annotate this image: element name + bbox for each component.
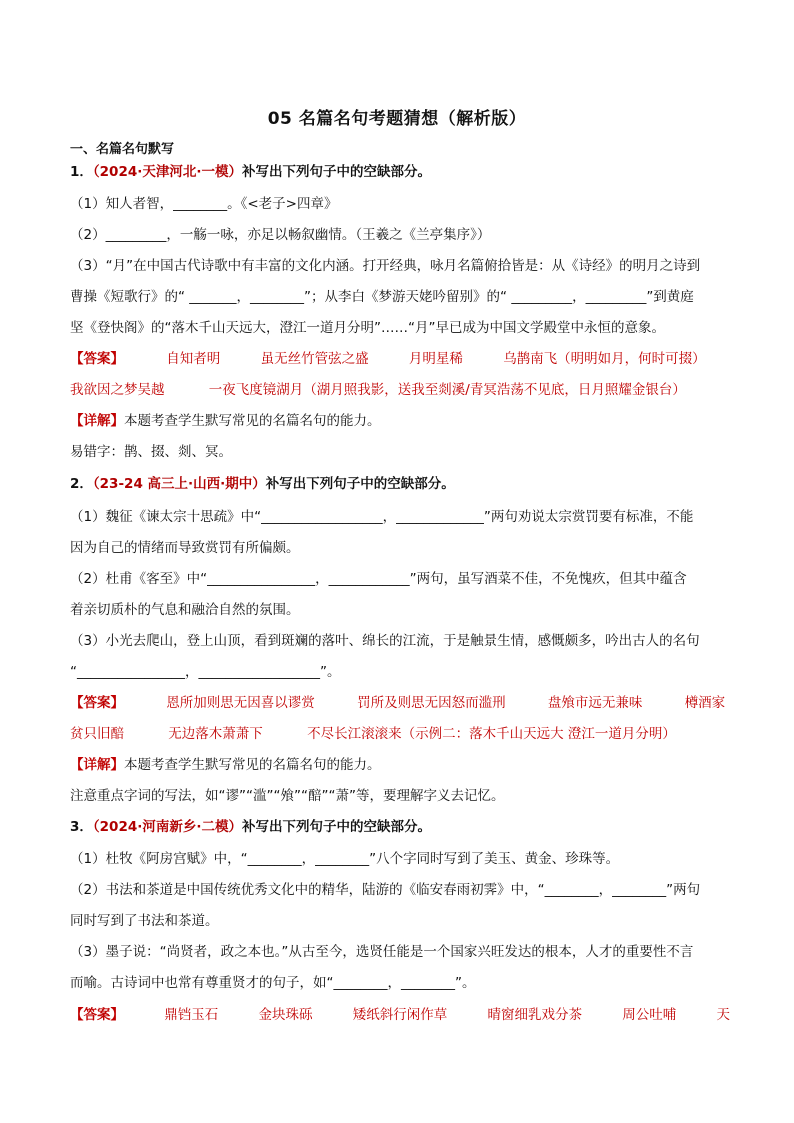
q1-detail	[70, 411, 730, 431]
answer-label: 【答案】	[70, 351, 124, 367]
question-3-header	[70, 817, 730, 837]
answer-item: 乌鹊南飞（明明如月，何时可掇）	[503, 351, 706, 367]
detail-text: 本题考查学生默写常见的名篇名句的能力。	[124, 413, 381, 429]
q2-item-3-line-1: （3）小光去爬山，登上山顶，看到斑斓的落叶、绵长的江流，于是触景生情，感慨颇多，吟出古人的名句	[70, 633, 700, 649]
answer-item: 不尽长江滚滚来（示例二：落木千山天远大 澄江一道月分明）	[307, 726, 676, 742]
q2-answer-row-1	[70, 693, 730, 713]
answer-item: 月明星稀	[408, 351, 463, 367]
q1-answer-row-2	[70, 380, 730, 400]
question-2-header	[70, 474, 730, 494]
answer-item: 周公吐哺	[622, 1007, 677, 1023]
answer-item: 无边落木萧萧下	[168, 726, 263, 742]
question-source: （2024·天津河北·一模）	[92, 164, 242, 180]
question-number: 1．	[70, 164, 93, 180]
question-source: （2024·河南新乡·二模）	[92, 819, 242, 835]
question-prompt: 补写出下列句子中的空缺部分。	[242, 819, 431, 835]
answer-item: 贫只旧醅	[70, 726, 124, 742]
q2-detail	[70, 755, 730, 775]
q1-item-3-line-3: 坚《登快阁》的“落木千山天远大，澄江一道月分明”……“月”早已成为中国文学殿堂中永恒的意象。	[70, 320, 665, 336]
q1-item-1: （1）知人者智，________。《<老子>四章》	[70, 196, 338, 212]
q1-item-3-line-1: （3）“月”在中国古代诗歌中有丰富的文化内涵。打开经典，咏月名篇俯拾皆是：从《诗经》的明月之诗到	[70, 258, 701, 274]
q2-item-1-line-2: 因为自己的情绪而导致赏罚有所偏颇。	[70, 540, 300, 556]
q3-item-3-line-1: （3）墨子说：“尚贤者，政之本也。”从古至今，选贤任能是一个国家兴旺发达的根本，人才的重要性不言	[70, 944, 694, 960]
q2-answer-row-2	[70, 724, 730, 744]
section-heading: 一、名篇名句默写	[70, 142, 175, 157]
question-number: 3．	[70, 819, 93, 835]
answer-item: 樽酒家	[684, 695, 726, 711]
q3-item-2-line-1: （2）书法和茶道是中国传统优秀文化中的精华，陆游的《临安春雨初霁》中，“________，________”两句	[70, 882, 701, 898]
question-number: 2．	[70, 476, 93, 492]
detail-label: 【详解】	[70, 413, 124, 429]
answer-item: 晴窗细乳戏分茶	[487, 1007, 582, 1023]
answer-item: 鼎铛玉石	[164, 1007, 219, 1023]
answer-item: 罚所及则思无因怒而滥刑	[357, 695, 506, 711]
q1-item-3-line-2: 曹操《短歌行》的“ _______，________”；从李白《梦游天姥吟留别》的“ _________，_________”到黄庭	[70, 289, 694, 305]
question-1-header	[70, 162, 730, 182]
answer-item: 金块珠砾	[258, 1007, 313, 1023]
answer-item: 盘飧市远无兼味	[547, 695, 643, 711]
answer-item: 天	[716, 1007, 730, 1023]
question-source: （23-24 高三上·山西·期中）	[92, 476, 266, 492]
answer-item: 我欲因之梦吴越	[70, 382, 165, 398]
answer-item: 恩所加则思无因喜以谬赏	[166, 695, 315, 711]
question-prompt: 补写出下列句子中的空缺部分。	[265, 476, 455, 492]
answer-item: 自知者明	[166, 351, 221, 367]
detail-label: 【详解】	[70, 757, 124, 773]
q1-answer-row-1	[70, 349, 710, 369]
answer-label: 【答案】	[70, 695, 124, 711]
detail-text: 本题考查学生默写常见的名篇名句的能力。	[124, 757, 381, 773]
q2-item-3-line-2: “________________，__________________”。	[70, 664, 341, 680]
answer-item: 一夜飞度镜湖月（湖月照我影，送我至剡溪/青冥浩荡不见底，日月照耀金银台）	[208, 382, 686, 398]
answer-item: 虽无丝竹管弦之盛	[260, 351, 369, 367]
q1-item-2: （2）_________，一觞一咏，亦足以畅叙幽情。（王羲之《兰亭集序》）	[70, 227, 491, 243]
q2-item-1-line-1: （1）魏征《谏太宗十思疏》中“__________________，_____________”两句劝说太宗赏罚要有标准，不能	[70, 509, 694, 525]
q1-note: 易错字：鹊、掇、剡、冥。	[70, 444, 232, 460]
question-prompt: 补写出下列句子中的空缺部分。	[242, 164, 431, 180]
q2-item-2-line-2: 着亲切质朴的气息和融洽自然的氛围。	[70, 602, 300, 618]
q2-note: 注意重点字词的写法，如“谬”“滥”“飧”“醅”“萧”等，要理解字义去记忆。	[70, 788, 505, 804]
answer-label: 【答案】	[70, 1007, 124, 1023]
answer-item: 矮纸斜行闲作草	[352, 1007, 448, 1023]
q3-answer-row-1	[70, 1005, 730, 1025]
q3-item-1: （1）杜牧《阿房宫赋》中，“________，________”八个字同时写到了美玉、黄金、珍珠等。	[70, 851, 620, 867]
q3-item-2-line-2: 同时写到了书法和茶道。	[70, 913, 219, 929]
page-title: 05 名篇名句考题猜想（解析版）	[267, 109, 527, 129]
q2-item-2-line-1: （2）杜甫《客至》中“________________，____________”两句，虽写酒菜不佳，不免愧疚，但其中蕴含	[70, 571, 687, 587]
q3-item-3-line-2: 而喻。古诗词中也常有尊重贤才的句子，如“________，________”。	[70, 975, 476, 991]
